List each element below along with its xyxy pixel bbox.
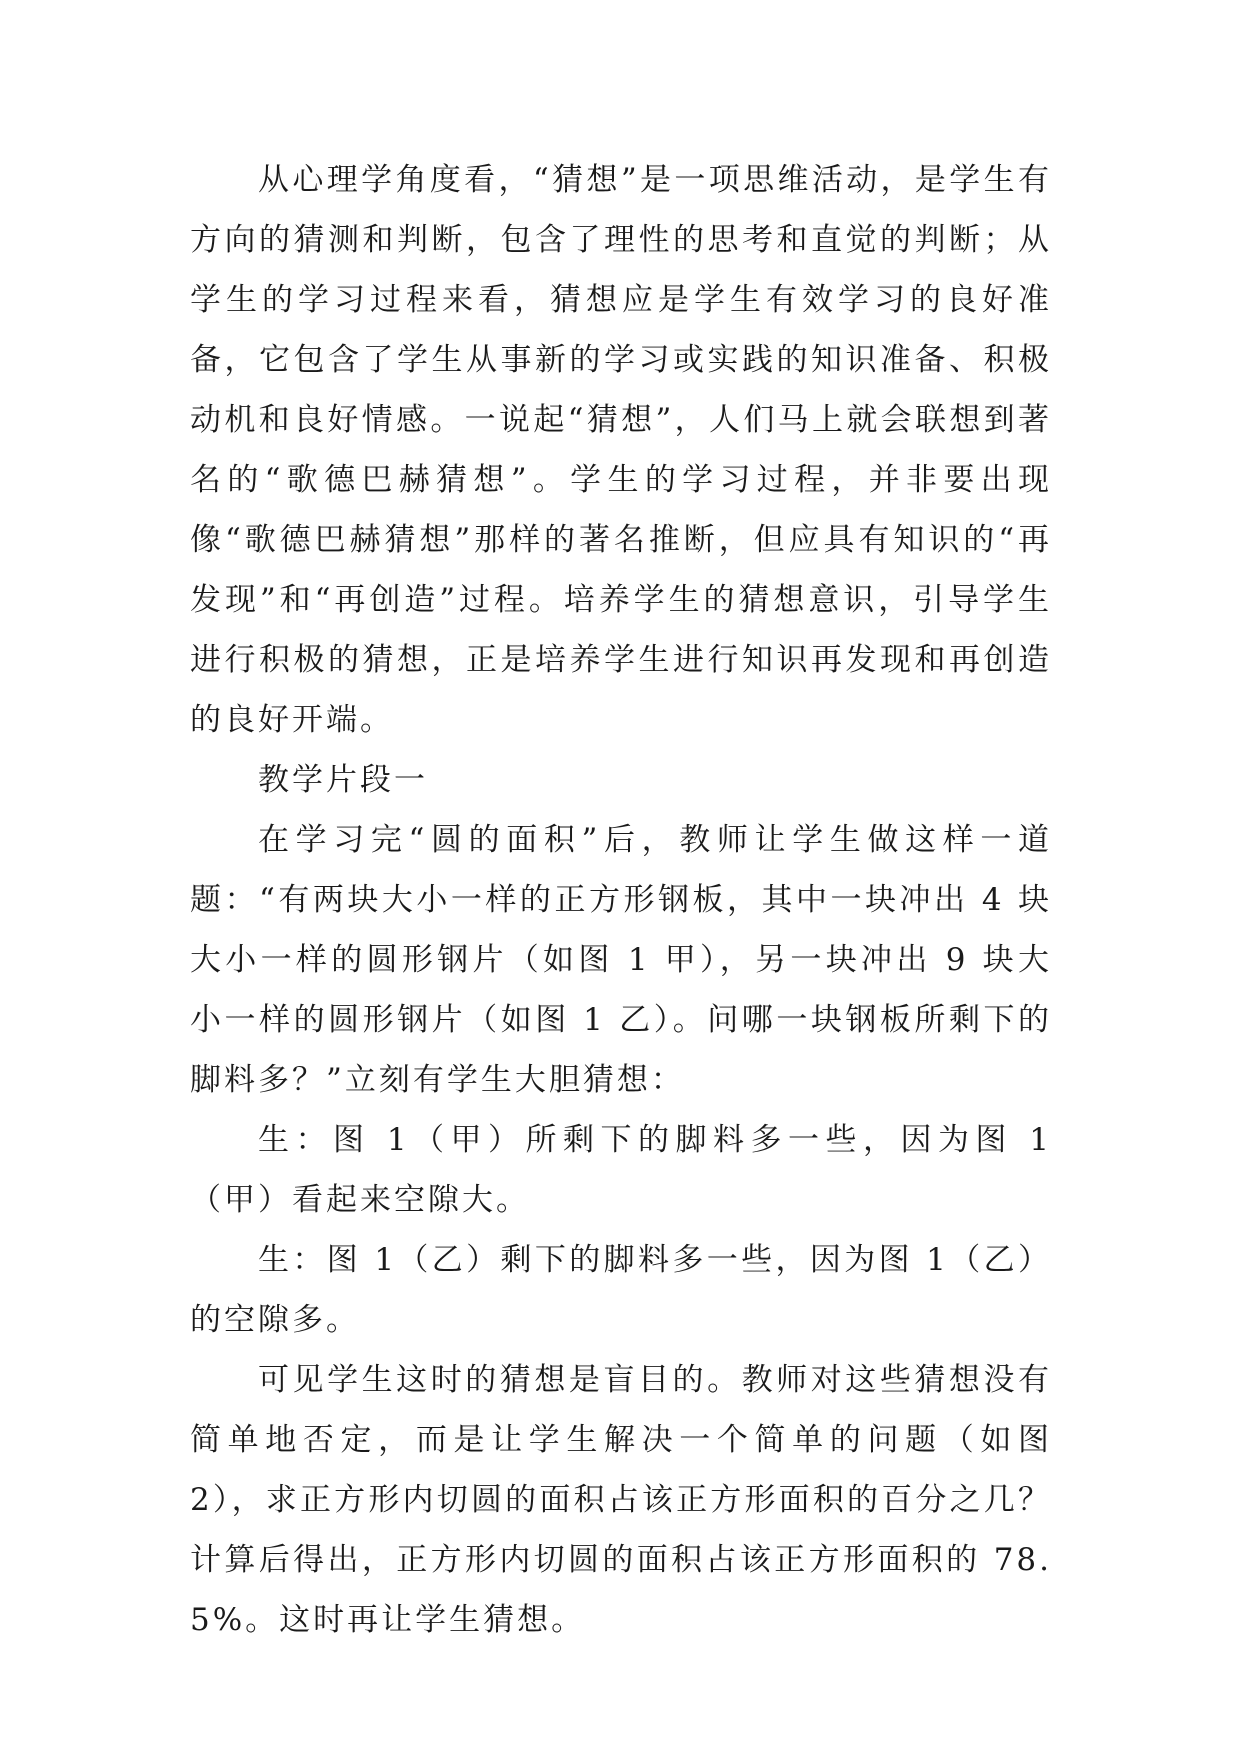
document-page — [190, 150, 1052, 1650]
paragraph-problem: 在学习完“圆的面积”后，教师让学生做这样一道题：“有两块大小一样的正方形钢板，其中一块冲出 4 块大小一样的圆形钢片（如图 1 甲），另一块冲出 9 块大小一样的圆形钢片（如图 1 乙）。问哪一块钢板所剩下的脚料多？”立刻有学生大胆猜想： — [190, 822, 1052, 1098]
paragraph-student-answer-2: 生：图 1（乙）剩下的脚料多一些，因为图 1（乙）的空隙多。 — [190, 1242, 1052, 1338]
paragraph-analysis: 可见学生这时的猜想是盲目的。教师对这些猜想没有简单地否定，而是让学生解决一个简单的问题（如图 2），求正方形内切圆的面积占该正方形面积的百分之几？计算后得出，正方形内切圆的面积占该正方形面积的 78.5%。这时再让学生猜想。 — [190, 1362, 1052, 1638]
paragraph-student-answer-1: 生：图 1（甲）所剩下的脚料多一些，因为图 1（甲）看起来空隙大。 — [190, 1122, 1052, 1218]
paragraph-intro: 从心理学角度看，“猜想”是一项思维活动，是学生有方向的猜测和判断，包含了理性的思考和直觉的判断；从学生的学习过程来看，猜想应是学生有效学习的良好准备，它包含了学生从事新的学习或实践的知识准备、积极动机和良好情感。一说起“猜想”，人们马上就会联想到著名的“歌德巴赫猜想”。学生的学习过程，并非要出现像“歌德巴赫猜想”那样的著名推断，但应具有知识的“再发现”和“再创造”过程。培养学生的猜想意识，引导学生进行积极的猜想，正是培养学生进行知识再发现和再创造的良好开端。 — [190, 162, 1052, 738]
section-heading: 教学片段一 — [258, 762, 428, 798]
